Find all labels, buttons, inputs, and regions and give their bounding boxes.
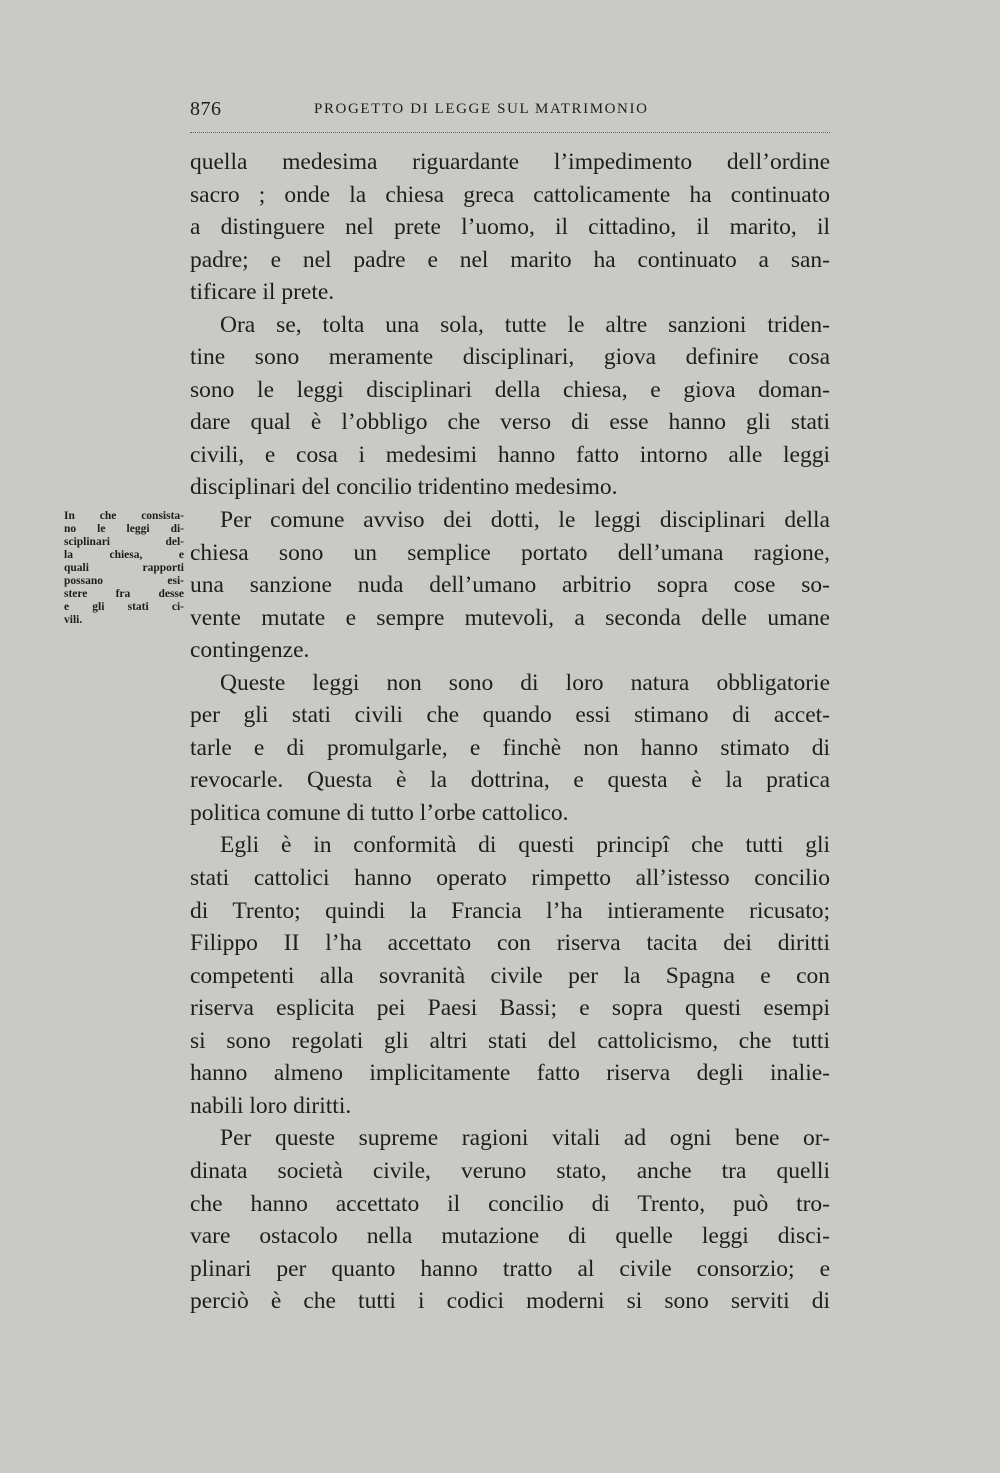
text-line: Per queste supreme ragioni vitali ad ogni bene or- [220,1125,830,1152]
text-line: stati cattolici hanno operato rimpetto all’istesso concilio [190,865,830,892]
text-line: revocarle. Questa è la dottrina, e questa è la pratica [190,767,830,794]
page-header [190,98,830,133]
margin-note [64,510,184,627]
text-line: competenti alla sovranità civile per la Spagna e con [190,962,830,989]
text-line: plinari per quanto hanno tratto al civile consorzio; e [190,1255,830,1282]
text-line: tificare il prete. [190,279,335,306]
text-line: riserva esplicita pei Paesi Bassi; e sopra questi esempi [190,995,830,1022]
text-line: Ora se, tolta una sola, tutte le altre sanzioni triden- [220,311,830,338]
text-line: tine sono meramente disciplinari, giova definire cosa [190,344,830,371]
margin-note-line: possano esi- [64,575,184,587]
paragraph [190,1122,830,1317]
text-line: disciplinari del concilio tridentino medesimo. [190,474,618,501]
text-line: dare qual è l’obbligo che verso di esse hanno gli stati [190,409,830,436]
text-line: sono le leggi disciplinari della chiesa, e giova doman- [190,376,830,403]
paragraph [190,667,830,830]
paragraph [190,309,830,504]
page-number: 876 [190,98,222,120]
text-line: una sanzione nuda dell’umano arbitrio sopra cose so- [190,572,830,599]
text-line: contingenze. [190,637,310,664]
margin-note-line: no le leggi di- [64,523,184,535]
margin-note-line: la chiesa, e [64,549,184,561]
text-line: quella medesima riguardante l’impedimento dell’ordine [190,149,830,175]
text-line: civili, e cosa i medesimi hanno fatto intorno alle leggi [190,441,830,468]
margin-note-line: vili. [64,614,83,626]
text-line: chiesa sono un semplice portato dell’umana ragione, [190,539,830,566]
text-line: Queste leggi non sono di loro natura obbligatorie [220,669,830,696]
text-line: nabili loro diritti. [190,1092,352,1119]
body-text [190,146,830,1318]
text-line: di Trento; quindi la Francia l’ha intieramente ricusato; [190,897,830,924]
paragraph [190,504,830,667]
margin-note-line: quali rapporti [64,562,184,574]
text-line: perciò è che tutti i codici moderni si sono serviti di [190,1288,830,1315]
text-line: politica comune di tutto l’orbe cattolico. [190,799,569,826]
running-title: PROGETTO DI LEGGE SUL MATRIMONIO [314,101,649,117]
margin-note-line: e gli stati ci- [64,601,184,613]
text-line: per gli stati civili che quando essi stimano di accet- [190,702,830,729]
text-line: si sono regolati gli altri stati del cattolicismo, che tutti [190,1027,830,1054]
margin-note-line: stere fra desse [64,588,184,600]
paragraph [190,829,830,1122]
margin-note-line: sciplinari del- [64,536,184,548]
text-line: Egli è in conformità di questi principî che tutti gli [220,832,830,859]
text-line: vente mutate e sempre mutevoli, a seconda delle umane [190,604,830,631]
text-line: dinata società civile, veruno stato, anche tra quelli [190,1157,830,1184]
text-line: vare ostacolo nella mutazione di quelle leggi disci- [190,1223,830,1250]
paragraph [190,146,830,309]
text-line: Per comune avviso dei dotti, le leggi disciplinari della [220,507,830,534]
text-line: padre; e nel padre e nel marito ha continuato a san- [190,246,830,273]
margin-note-line: In che consista- [64,510,184,522]
text-line: tarle e di promulgarle, e finchè non hanno stimato di [190,734,830,761]
text-line: sacro ; onde la chiesa greca cattolicamente ha continuato [190,181,830,208]
text-line: che hanno accettato il concilio di Trento, può tro- [190,1190,830,1217]
text-line: hanno almeno implicitamente fatto riserva degli inalie- [190,1060,830,1087]
text-line: a distinguere nel prete l’uomo, il cittadino, il marito, il [190,214,830,241]
text-line: Filippo II l’ha accettato con riserva tacita dei diritti [190,930,830,957]
